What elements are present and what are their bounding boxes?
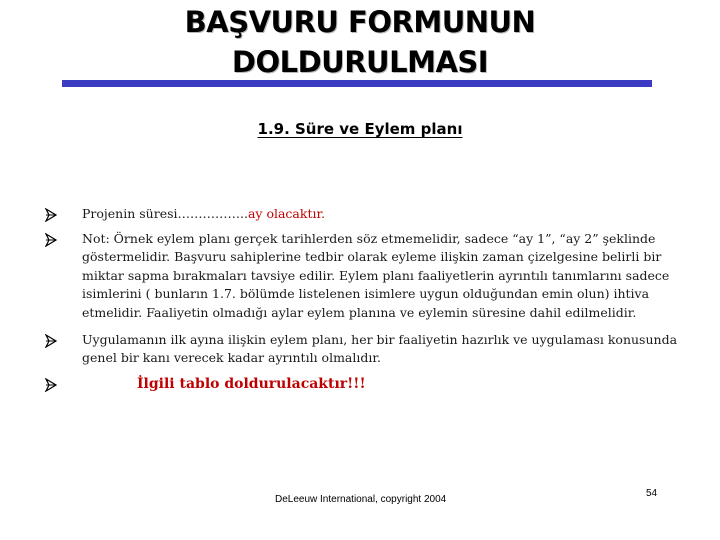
duration-text: Projenin süresi…………….. xyxy=(82,206,248,221)
arrow-bullet-icon xyxy=(44,233,58,247)
duration-unit-text: ay olacaktır. xyxy=(247,206,326,221)
section-heading xyxy=(0,120,720,138)
bullet-note: Not: Örnek eylem planı gerçek tarihlerden söz etmemelidir, sadece “ay 1”, “ay 2” şeklinde göstermelidir. Başvuru sahiplerine tedbir olarak eyleme ilişkin zaman çizelgesine belirli bir miktar sapma bırakmaları tavsiye edilir. Eylem planı faaliyetlerin ayrıntılı tanımlarını sadece isimlerini ( bunların 1.7. bölümde listelenen isimlere uygun olduğundan emin olun) ihtiva etmelidir. Faaliyetin olmadığı aylar eylem planına ve eylemin süresine dahil edilmelidir. xyxy=(82,231,670,320)
arrow-bullet-icon xyxy=(44,208,58,222)
arrow-bullet-icon xyxy=(44,334,58,348)
arrow-bullet-icon xyxy=(44,378,58,392)
bullet-first-month: Uygulamanın ilk ayına ilişkin eylem planı, her bir faaliyetin hazırlık ve uygulaması konusunda genel bir kanı verecek kadar ayrıntılı olmalıdır. xyxy=(82,332,678,366)
slide-title xyxy=(150,2,570,82)
slide-title-line-2: DOLDURULMASI xyxy=(231,45,489,79)
bullet-duration xyxy=(82,205,692,223)
slide-title-line-1: BAŞVURU FORMUNUN xyxy=(184,5,536,39)
footer-copyright: DeLeeuw International, copyright 2004 xyxy=(275,494,447,505)
table-instruction: İlgili tablo doldurulacaktır!!! xyxy=(137,376,366,392)
section-heading-text: 1.9. Süre ve Eylem planı xyxy=(257,120,463,138)
page-number: 54 xyxy=(646,488,658,499)
title-underline-bar xyxy=(62,80,652,87)
